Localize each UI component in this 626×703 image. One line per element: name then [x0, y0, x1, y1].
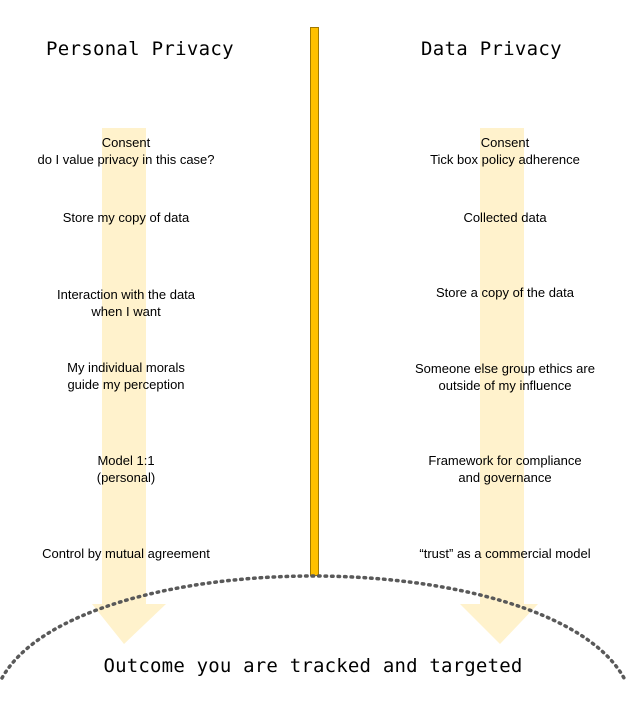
- outcome-dotted-arc: [0, 570, 626, 703]
- item-line: My individual morals: [67, 360, 185, 375]
- personal-item-interaction: [0, 286, 256, 320]
- data-privacy-title: Data Privacy: [421, 38, 562, 60]
- item-line: guide my perception: [67, 377, 185, 392]
- item-line: Tick box policy adherence: [430, 152, 580, 167]
- personal-privacy-title: Personal Privacy: [46, 38, 234, 60]
- center-divider: [310, 27, 319, 576]
- data-item-consent: [375, 134, 626, 168]
- item-line: Consent: [101, 135, 151, 150]
- item-line: Store a copy of the data: [435, 285, 575, 300]
- item-line: Consent: [480, 135, 530, 150]
- item-line: Model 1:1: [97, 453, 155, 468]
- personal-item-consent: [0, 134, 256, 168]
- item-line: Someone else group ethics are: [415, 361, 595, 376]
- item-line: (personal): [96, 470, 156, 485]
- personal-item-store: [0, 209, 256, 226]
- data-item-store: [375, 284, 626, 301]
- item-line: Control by mutual agreement: [42, 546, 210, 561]
- item-line: “trust” as a commercial model: [419, 546, 591, 561]
- item-line: Interaction with the data: [56, 287, 196, 302]
- item-line: and governance: [458, 470, 552, 485]
- personal-item-control: [0, 545, 256, 562]
- data-item-trust: [375, 545, 626, 562]
- data-item-framework: [375, 452, 626, 486]
- item-line: do I value privacy in this case?: [37, 152, 215, 167]
- item-line: Framework for compliance: [428, 453, 582, 468]
- outcome-label: Outcome you are tracked and targeted: [103, 655, 523, 677]
- item-line: Store my copy of data: [62, 210, 190, 225]
- data-item-ethics: [375, 360, 626, 394]
- item-line: when I want: [91, 304, 161, 319]
- personal-item-model: [0, 452, 256, 486]
- data-item-collected: [375, 209, 626, 226]
- personal-item-morals: [0, 359, 256, 393]
- item-line: Collected data: [463, 210, 547, 225]
- item-line: outside of my influence: [438, 378, 572, 393]
